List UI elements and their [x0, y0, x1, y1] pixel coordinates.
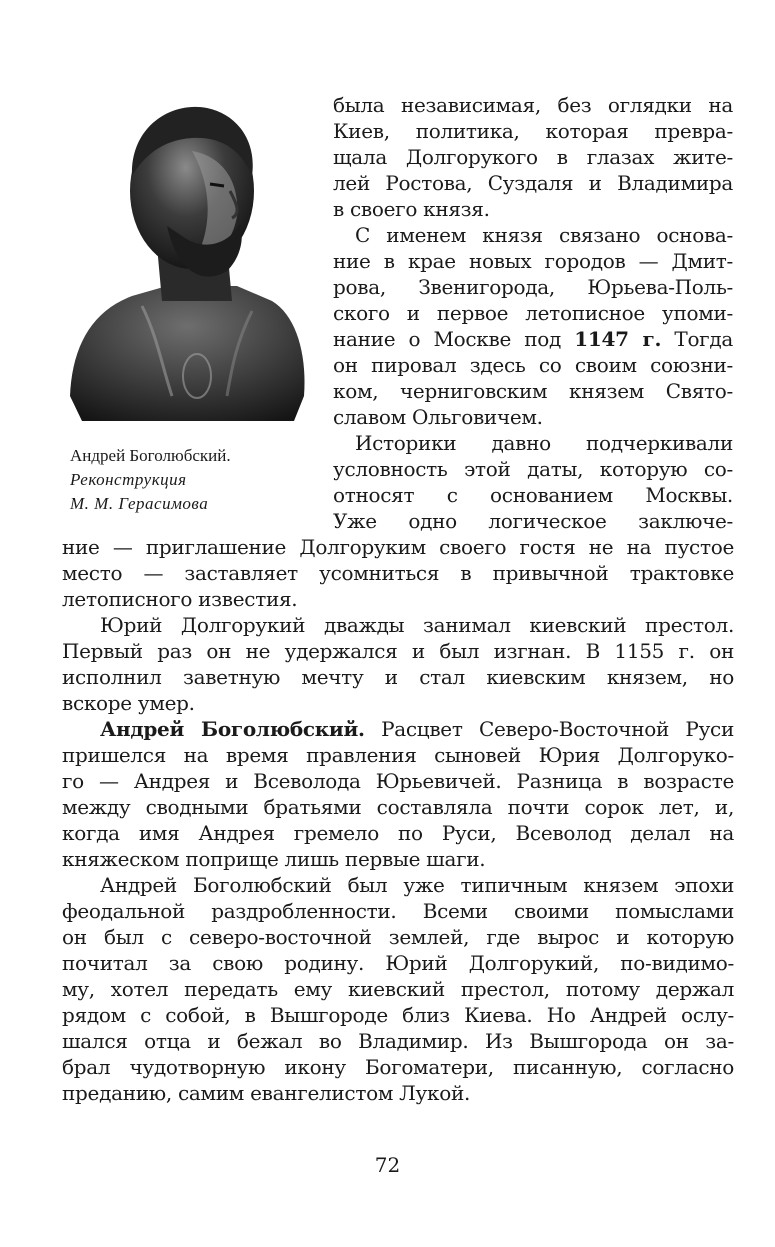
text-line: условность этой даты, которую со- — [333, 457, 733, 481]
text-line: брал чудотворную икону Богоматери, писанную, согласно — [62, 1055, 734, 1079]
page-number: 72 — [374, 1153, 401, 1177]
text-line: Первый раз он не удержался и был изгнан. В 1155 г. он — [62, 639, 734, 663]
text-line: он был с северо-восточной землей, где вырос и которую — [62, 925, 734, 949]
text-line: Юрий Долгорукий дважды занимал киевский престол. — [100, 613, 734, 637]
text-line: почитал за свою родину. Юрий Долгорукий, по-видимо- — [62, 951, 734, 975]
bust-sculpture-image — [62, 96, 312, 426]
text-line: лей Ростова, Суздаля и Владимира — [333, 171, 733, 195]
text-line: он пировал здесь со своим союзни- — [333, 353, 733, 377]
section-heading: Андрей Боголюбский. — [100, 717, 365, 741]
text-line: относят с основанием Москвы. — [333, 483, 733, 507]
caption-reconstruction: Реконструкция — [70, 470, 187, 489]
text-line: была независимая, без оглядки на — [333, 93, 733, 117]
caption-author: М. М. Герасимова — [70, 494, 209, 513]
text-line: Андрей Боголюбский был уже типичным князем эпохи — [100, 873, 734, 897]
text-line: славом Ольговичем. — [333, 405, 543, 429]
text-line: му, хотел передать ему киевский престол, потому держал — [62, 977, 734, 1001]
text-line: когда имя Андрея гремело по Руси, Всеволод делал на — [62, 821, 734, 845]
text-line: княжеском поприще лишь первые шаги. — [62, 847, 486, 871]
text-line: Уже одно логическое заключе- — [333, 509, 733, 533]
text-line: преданию, самим евангелистом Лукой. — [62, 1081, 471, 1105]
text-line: го — Андрея и Всеволода Юрьевичей. Разница в возрасте — [62, 769, 734, 793]
text-line — [333, 326, 733, 352]
text-line: щала Долгорукого в глазах жите- — [333, 145, 733, 169]
text-line: пришелся на время правления сыновей Юрия Долгоруко- — [62, 743, 734, 767]
text-line: ского и первое летописное упоми- — [333, 301, 733, 325]
text-line: вскоре умер. — [62, 691, 195, 715]
text-line: летописного известия. — [62, 587, 298, 611]
date-1147: 1147 г. — [574, 327, 662, 351]
text-line: ние в крае новых городов — Дмит- — [333, 249, 733, 273]
text-segment: Тогда — [661, 327, 734, 351]
bust-photo — [62, 96, 312, 426]
figure-caption — [70, 444, 320, 516]
text-line: в своего князя. — [333, 197, 490, 221]
text-line: рова, Звенигорода, Юрьева-Поль- — [333, 275, 733, 299]
text-line: исполнил заветную мечту и стал киевским князем, но — [62, 665, 734, 689]
text-line — [100, 716, 734, 742]
caption-name: Андрей Боголюбский. — [70, 446, 231, 465]
text-line: рядом с собой, в Вышгороде близ Киева. Но Андрей ослу- — [62, 1003, 734, 1027]
text-line: феодальной раздробленности. Всеми своими помыслами — [62, 899, 734, 923]
text-line: между сводными братьями составляла почти сорок лет, и, — [62, 795, 734, 819]
text-line: место — заставляет усомниться в привычной трактовке — [62, 561, 734, 585]
text-line: шался отца и бежал во Владимир. Из Вышгорода он за- — [62, 1029, 734, 1053]
text-line: ком, черниговским князем Свято- — [333, 379, 733, 403]
text-segment: нание о Москве под — [333, 327, 575, 351]
text-line: ние — приглашение Долгоруким своего гостя не на пустое — [62, 535, 734, 559]
text-segment: Расцвет Северо-Восточной Руси — [364, 717, 734, 741]
text-line: Историки давно подчеркивали — [355, 431, 733, 455]
text-line: Киев, политика, которая превра- — [333, 119, 733, 143]
text-line: С именем князя связано основа- — [355, 223, 733, 247]
